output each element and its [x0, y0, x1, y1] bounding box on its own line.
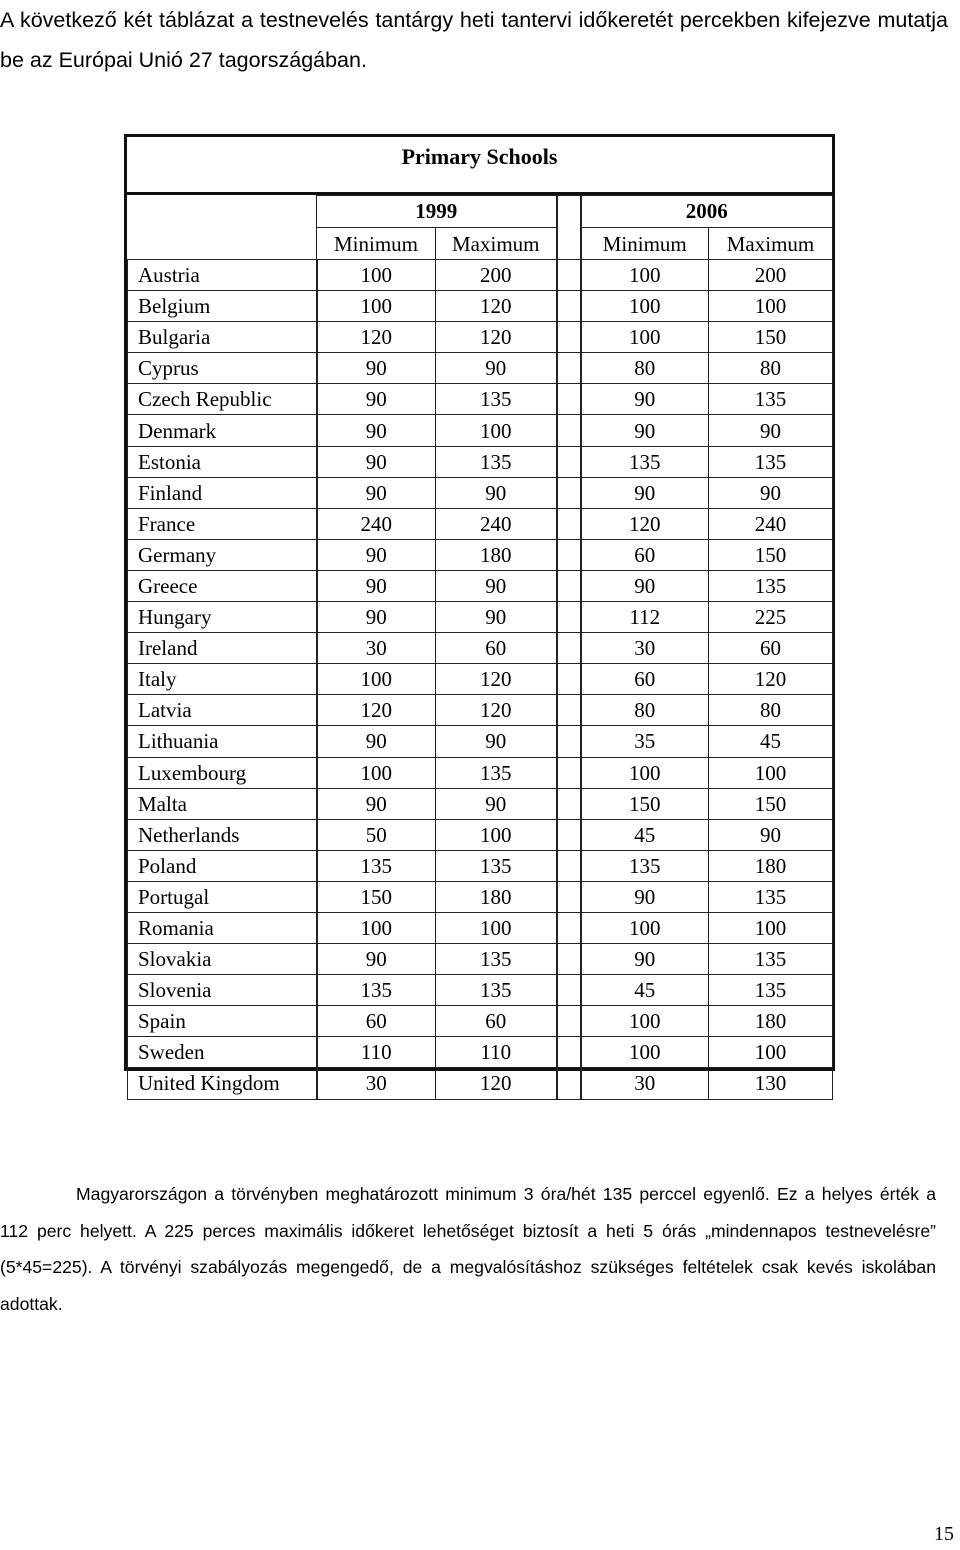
max-1999-cell: 135	[436, 850, 557, 881]
max-1999-cell: 100	[436, 415, 557, 446]
max-2006-cell: 100	[709, 1037, 833, 1068]
min-1999-cell: 90	[317, 353, 436, 384]
max-2006-cell: 90	[709, 415, 833, 446]
max-1999-cell: 60	[436, 1006, 557, 1037]
min-2006-cell: 90	[581, 415, 709, 446]
max-2006-cell: 130	[709, 1068, 833, 1099]
table-row	[128, 912, 833, 943]
min-1999-cell: 120	[317, 322, 436, 353]
country-cell: Estonia	[128, 446, 317, 477]
country-cell: Slovenia	[128, 975, 317, 1006]
max-2006-cell: 150	[709, 539, 833, 570]
country-cell: Cyprus	[128, 353, 317, 384]
country-cell: Denmark	[128, 415, 317, 446]
column-gap	[557, 322, 581, 353]
max-1999-cell: 100	[436, 912, 557, 943]
column-gap	[557, 850, 581, 881]
table-body	[128, 260, 833, 1100]
min-1999-cell: 90	[317, 415, 436, 446]
max-2006-cell: 135	[709, 384, 833, 415]
max-2006-cell: 225	[709, 602, 833, 633]
min-2006-cell: 100	[581, 1037, 709, 1068]
max-1999-cell: 120	[436, 291, 557, 322]
column-gap	[557, 384, 581, 415]
min-2006-cell: 60	[581, 539, 709, 570]
column-gap	[557, 1068, 581, 1099]
pe-time-table	[127, 195, 833, 1100]
max-2006-cell: 90	[709, 477, 833, 508]
col-2006-maximum: Maximum	[709, 228, 833, 260]
country-cell: Sweden	[128, 1037, 317, 1068]
min-1999-cell: 90	[317, 446, 436, 477]
max-2006-cell: 80	[709, 695, 833, 726]
table-row	[128, 726, 833, 757]
col-1999-minimum: Minimum	[317, 228, 436, 260]
column-gap	[557, 819, 581, 850]
max-1999-cell: 120	[436, 1068, 557, 1099]
min-2006-cell: 112	[581, 602, 709, 633]
country-cell: Lithuania	[128, 726, 317, 757]
max-2006-cell: 135	[709, 975, 833, 1006]
table-row	[128, 788, 833, 819]
min-1999-cell: 90	[317, 788, 436, 819]
min-1999-cell: 150	[317, 881, 436, 912]
min-2006-cell: 135	[581, 850, 709, 881]
column-gap	[557, 757, 581, 788]
column-gap	[557, 602, 581, 633]
min-1999-cell: 100	[317, 664, 436, 695]
max-1999-cell: 60	[436, 633, 557, 664]
max-2006-cell: 150	[709, 788, 833, 819]
column-gap	[557, 912, 581, 943]
country-cell: Belgium	[128, 291, 317, 322]
column-gap	[557, 196, 581, 260]
table-row	[128, 1068, 833, 1099]
min-2006-cell: 150	[581, 788, 709, 819]
max-2006-cell: 200	[709, 260, 833, 291]
country-cell: Poland	[128, 850, 317, 881]
min-2006-cell: 135	[581, 446, 709, 477]
country-cell: Luxembourg	[128, 757, 317, 788]
max-2006-cell: 180	[709, 1006, 833, 1037]
country-cell: Spain	[128, 1006, 317, 1037]
min-1999-cell: 30	[317, 1068, 436, 1099]
intro-paragraph	[0, 0, 948, 80]
table-row	[128, 757, 833, 788]
max-2006-cell: 135	[709, 944, 833, 975]
country-cell: Portugal	[128, 881, 317, 912]
max-1999-cell: 180	[436, 881, 557, 912]
min-2006-cell: 30	[581, 633, 709, 664]
column-gap	[557, 570, 581, 601]
table-row	[128, 477, 833, 508]
min-1999-cell: 240	[317, 508, 436, 539]
column-gap	[557, 881, 581, 912]
country-cell: Greece	[128, 570, 317, 601]
max-1999-cell: 110	[436, 1037, 557, 1068]
min-1999-cell: 90	[317, 477, 436, 508]
min-2006-cell: 120	[581, 508, 709, 539]
min-1999-cell: 100	[317, 757, 436, 788]
country-cell: Ireland	[128, 633, 317, 664]
table-row	[128, 975, 833, 1006]
max-2006-cell: 100	[709, 291, 833, 322]
country-cell: Bulgaria	[128, 322, 317, 353]
year-1999-header: 1999	[317, 196, 557, 228]
country-cell: Finland	[128, 477, 317, 508]
column-gap	[557, 415, 581, 446]
min-1999-cell: 120	[317, 695, 436, 726]
max-1999-cell: 200	[436, 260, 557, 291]
max-2006-cell: 120	[709, 664, 833, 695]
table-title: Primary Schools	[127, 137, 832, 195]
table-row	[128, 819, 833, 850]
min-2006-cell: 100	[581, 260, 709, 291]
min-1999-cell: 60	[317, 1006, 436, 1037]
column-gap	[557, 726, 581, 757]
min-2006-cell: 100	[581, 291, 709, 322]
max-1999-cell: 90	[436, 726, 557, 757]
max-2006-cell: 90	[709, 819, 833, 850]
min-2006-cell: 100	[581, 912, 709, 943]
column-gap	[557, 508, 581, 539]
country-cell: Germany	[128, 539, 317, 570]
max-2006-cell: 135	[709, 446, 833, 477]
max-1999-cell: 120	[436, 664, 557, 695]
max-2006-cell: 100	[709, 912, 833, 943]
min-1999-cell: 90	[317, 944, 436, 975]
table-row	[128, 881, 833, 912]
country-cell: Austria	[128, 260, 317, 291]
max-1999-cell: 180	[436, 539, 557, 570]
year-2006-header: 2006	[581, 196, 833, 228]
max-1999-cell: 90	[436, 602, 557, 633]
country-cell: France	[128, 508, 317, 539]
page-number: 15	[934, 1523, 954, 1545]
max-1999-cell: 120	[436, 322, 557, 353]
table-row	[128, 353, 833, 384]
max-2006-cell: 180	[709, 850, 833, 881]
country-cell: Czech Republic	[128, 384, 317, 415]
min-1999-cell: 135	[317, 975, 436, 1006]
min-2006-cell: 90	[581, 944, 709, 975]
col-2006-minimum: Minimum	[581, 228, 709, 260]
table-row	[128, 260, 833, 291]
min-2006-cell: 35	[581, 726, 709, 757]
max-2006-cell: 60	[709, 633, 833, 664]
max-1999-cell: 135	[436, 944, 557, 975]
max-1999-cell: 90	[436, 788, 557, 819]
min-1999-cell: 90	[317, 570, 436, 601]
min-1999-cell: 90	[317, 726, 436, 757]
table-row	[128, 570, 833, 601]
column-gap	[557, 975, 581, 1006]
column-gap	[557, 539, 581, 570]
country-cell: Slovakia	[128, 944, 317, 975]
country-cell: Malta	[128, 788, 317, 819]
min-1999-cell: 135	[317, 850, 436, 881]
min-1999-cell: 100	[317, 291, 436, 322]
table-row	[128, 850, 833, 881]
max-1999-cell: 135	[436, 757, 557, 788]
max-2006-cell: 135	[709, 881, 833, 912]
table-row	[128, 508, 833, 539]
min-2006-cell: 45	[581, 819, 709, 850]
column-gap	[557, 664, 581, 695]
country-cell: United Kingdom	[128, 1068, 317, 1099]
table-row	[128, 384, 833, 415]
column-gap	[557, 633, 581, 664]
max-2006-cell: 45	[709, 726, 833, 757]
primary-schools-table-image	[124, 134, 835, 1096]
intro-text: A következő két táblázat a testnevelés tantárgy heti tantervi időkeretét percekben kifejezve mutatja be az Európai Unió 27 tagországában.	[0, 8, 948, 72]
column-gap	[557, 788, 581, 819]
max-1999-cell: 90	[436, 353, 557, 384]
min-1999-cell: 30	[317, 633, 436, 664]
min-1999-cell: 90	[317, 539, 436, 570]
column-gap	[557, 695, 581, 726]
max-2006-cell: 80	[709, 353, 833, 384]
corner-cell	[128, 196, 317, 260]
table-row	[128, 291, 833, 322]
column-gap	[557, 446, 581, 477]
max-1999-cell: 135	[436, 446, 557, 477]
table-row	[128, 446, 833, 477]
column-gap	[557, 353, 581, 384]
min-2006-cell: 80	[581, 353, 709, 384]
country-cell: Latvia	[128, 695, 317, 726]
min-1999-cell: 50	[317, 819, 436, 850]
table-row	[128, 944, 833, 975]
table-row	[128, 415, 833, 446]
min-1999-cell: 100	[317, 912, 436, 943]
table-row	[128, 1006, 833, 1037]
column-gap	[557, 260, 581, 291]
min-2006-cell: 90	[581, 477, 709, 508]
max-1999-cell: 120	[436, 695, 557, 726]
column-gap	[557, 1037, 581, 1068]
max-1999-cell: 90	[436, 570, 557, 601]
max-1999-cell: 135	[436, 975, 557, 1006]
column-gap	[557, 1006, 581, 1037]
min-2006-cell: 60	[581, 664, 709, 695]
table-row	[128, 695, 833, 726]
year-header-row	[128, 196, 833, 228]
country-cell: Italy	[128, 664, 317, 695]
min-2006-cell: 90	[581, 881, 709, 912]
max-2006-cell: 240	[709, 508, 833, 539]
min-2006-cell: 45	[581, 975, 709, 1006]
max-1999-cell: 90	[436, 477, 557, 508]
table-row	[128, 1037, 833, 1068]
country-cell: Romania	[128, 912, 317, 943]
country-cell: Hungary	[128, 602, 317, 633]
min-1999-cell: 110	[317, 1037, 436, 1068]
max-2006-cell: 150	[709, 322, 833, 353]
min-2006-cell: 90	[581, 384, 709, 415]
min-2006-cell: 100	[581, 1006, 709, 1037]
column-gap	[557, 944, 581, 975]
min-2006-cell: 30	[581, 1068, 709, 1099]
max-1999-cell: 135	[436, 384, 557, 415]
table-row	[128, 664, 833, 695]
col-1999-maximum: Maximum	[436, 228, 557, 260]
min-2006-cell: 90	[581, 570, 709, 601]
column-gap	[557, 477, 581, 508]
outro-text: Magyarországon a törvényben meghatározott minimum 3 óra/hét 135 perccel egyenlő. Ez a helyes érték a 112 perc helyett. A 225 perces maximális időkeret lehetőséget biztosít a heti 5 órás „mindennapos testnevelésre” (5*45=225). A törvényi szabályozás megengedő, de a megvalósításhoz szükséges feltételek csak kevés iskolában adottak.	[0, 1184, 936, 1314]
table-row	[128, 322, 833, 353]
table-row	[128, 633, 833, 664]
max-1999-cell: 100	[436, 819, 557, 850]
min-2006-cell: 80	[581, 695, 709, 726]
min-1999-cell: 100	[317, 260, 436, 291]
country-cell: Netherlands	[128, 819, 317, 850]
max-2006-cell: 135	[709, 570, 833, 601]
min-2006-cell: 100	[581, 322, 709, 353]
column-gap	[557, 291, 581, 322]
outro-paragraph	[0, 1176, 936, 1322]
max-1999-cell: 240	[436, 508, 557, 539]
table-row	[128, 539, 833, 570]
min-2006-cell: 100	[581, 757, 709, 788]
min-1999-cell: 90	[317, 602, 436, 633]
min-1999-cell: 90	[317, 384, 436, 415]
table-row	[128, 602, 833, 633]
max-2006-cell: 100	[709, 757, 833, 788]
